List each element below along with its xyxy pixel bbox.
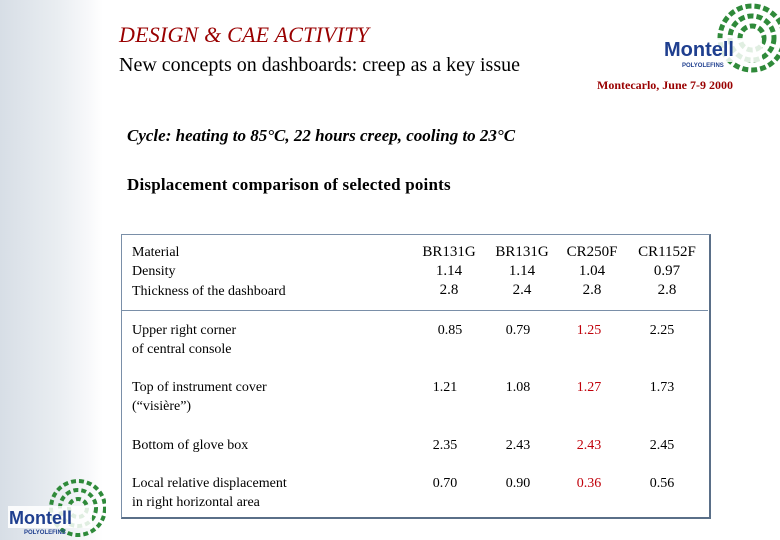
- column-1-material: BR131G: [422, 244, 476, 260]
- row-1-value-4: 2.25: [649, 323, 675, 338]
- row-1-value-3: 1.25: [576, 323, 602, 338]
- column-header-1: [413, 243, 485, 300]
- montell-logo-bottom: [6, 478, 106, 540]
- column-3-material: CR250F: [566, 244, 618, 260]
- row-3-value-4: 2.45: [649, 438, 675, 453]
- row-3-value-3: 2.43: [576, 438, 602, 453]
- column-1-density: 1.14: [435, 263, 463, 279]
- page-subtitle: New concepts on dashboards: creep as a key issue: [119, 54, 520, 76]
- row-2-label: [132, 378, 267, 416]
- row-1-label: [132, 321, 236, 359]
- row-4-value-3: 0.36: [576, 476, 602, 491]
- svg-text:Montell: Montell: [9, 508, 72, 528]
- svg-text:POLYOLEFINS: POLYOLEFINS: [24, 530, 66, 536]
- column-1-thickness: 2.8: [439, 282, 459, 298]
- section-title: Displacement comparison of selected points: [127, 175, 451, 194]
- column-header-4: [628, 243, 706, 300]
- header-label-material: Material: [132, 245, 180, 260]
- event-label: Montecarlo, June 7-9 2000: [597, 78, 733, 92]
- column-header-3: [556, 243, 628, 300]
- left-decorative-band: [0, 0, 103, 540]
- svg-text:Montell: Montell: [664, 39, 734, 61]
- column-2-material: BR131G: [495, 244, 549, 260]
- column-4-material: CR1152F: [638, 244, 696, 260]
- column-4-thickness: 2.8: [657, 282, 677, 298]
- row-4-value-1: 0.70: [432, 476, 458, 491]
- row-1-value-1: 0.85: [437, 323, 463, 338]
- table-header-divider: [122, 310, 708, 311]
- row-3-value-2: 2.43: [505, 438, 531, 453]
- row-4-label: [132, 474, 287, 512]
- row-2-label-line-2: (“visière”): [132, 399, 192, 414]
- row-4-value-4: 0.56: [649, 476, 675, 491]
- header-label-thickness: Thickness of the dashboard: [132, 284, 286, 299]
- row-4-value-2: 0.90: [505, 476, 531, 491]
- row-1-value-2: 0.79: [505, 323, 531, 338]
- cycle-description: Cycle: heating to 85°C, 22 hours creep, cooling to 23°C: [127, 126, 516, 145]
- row-4-label-line-1: Local relative displacement: [132, 476, 287, 491]
- column-2-thickness: 2.4: [512, 282, 532, 298]
- svg-text:POLYOLEFINS: POLYOLEFINS: [682, 63, 724, 69]
- row-1-label-line-2: of central console: [132, 342, 232, 357]
- column-2-density: 1.14: [508, 263, 536, 279]
- row-2-value-1: 1.21: [432, 380, 458, 395]
- row-3-label: Bottom of glove box: [132, 438, 249, 453]
- row-2-value-2: 1.08: [505, 380, 531, 395]
- row-1-label-line-1: Upper right corner: [132, 323, 237, 338]
- row-3-value-1: 2.35: [432, 438, 458, 453]
- header-label-density: Density: [132, 264, 176, 279]
- column-header-2: [486, 243, 558, 300]
- column-3-density: 1.04: [578, 263, 606, 279]
- row-4-label-line-2: in right horizontal area: [132, 495, 260, 510]
- column-4-density: 0.97: [653, 263, 681, 279]
- row-2-value-4: 1.73: [649, 380, 675, 395]
- page-title: DESIGN & CAE ACTIVITY: [119, 22, 370, 47]
- row-2-label-line-1: Top of instrument cover: [132, 380, 267, 395]
- montell-logo-top: [660, 0, 780, 92]
- row-2-value-3: 1.27: [576, 380, 602, 395]
- column-3-thickness: 2.8: [582, 282, 602, 298]
